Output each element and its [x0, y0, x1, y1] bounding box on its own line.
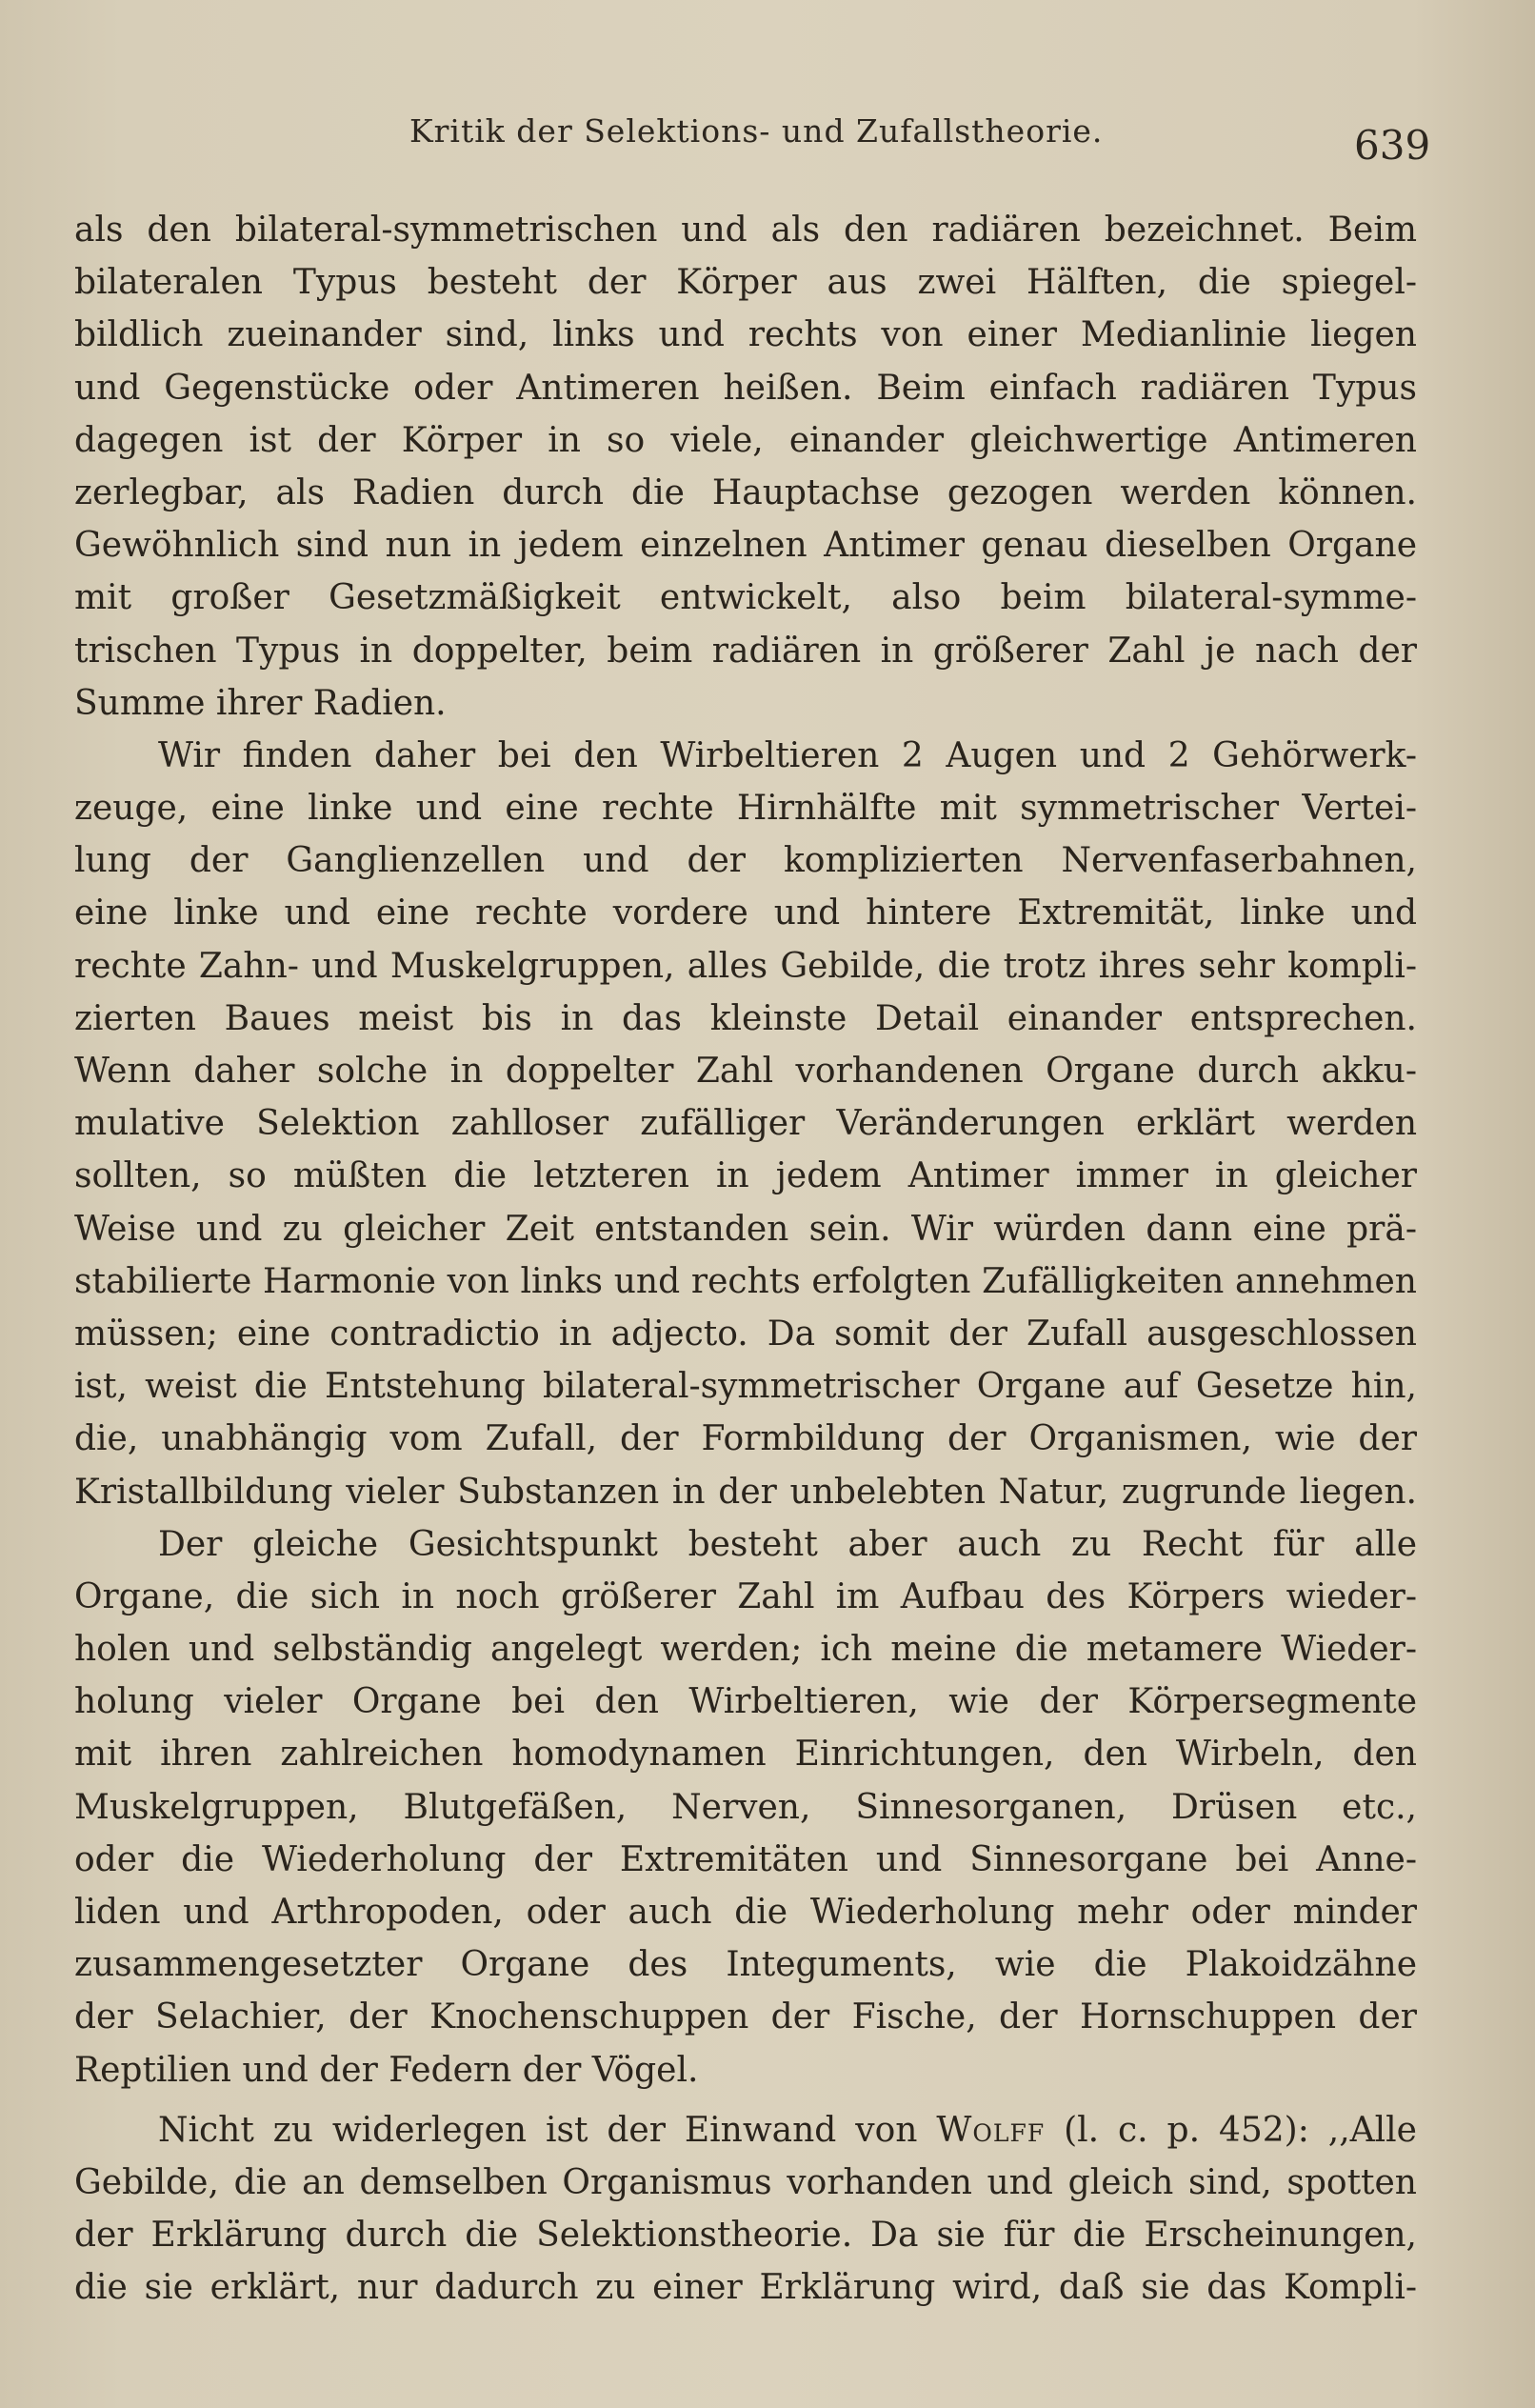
text-line: Summe ihrer Radien.: [74, 683, 447, 723]
text-line: liden und Arthropoden, oder auch die Wiederholung mehr oder minder: [74, 1893, 1417, 1932]
text-line: mit ihren zahlreichen homodynamen Einrichtungen, den Wirbeln, den: [74, 1735, 1417, 1775]
text-line: mulative Selektion zahlloser zufälliger Veränderungen erklärt werden: [74, 1104, 1417, 1144]
text-line: sollten, so müßten die letzteren in jedem Antimer immer in gleicher: [74, 1156, 1417, 1196]
paragraph-3: [74, 1518, 1417, 2097]
text-line: die, unabhängig vom Zufall, der Formbildung der Organismen, wie der: [74, 1419, 1417, 1459]
text-line: eine linke und eine rechte vordere und hintere Extremität, linke und: [74, 893, 1417, 933]
page-number: 639: [1354, 122, 1431, 169]
text-line: Reptilien und der Federn der Vögel.: [74, 2050, 699, 2090]
text-line: ist, weist die Entstehung bilateral-symmetrischer Organe auf Gesetze hin,: [74, 1367, 1417, 1407]
text-line: Gebilde, die an demselben Organismus vorhanden und gleich sind, spotten: [74, 2162, 1417, 2202]
text-line: die sie erklärt, nur dadurch zu einer Erklärung wird, daß sie das Kompli-: [74, 2268, 1417, 2308]
text-line: Wir finden daher bei den Wirbeltieren 2 Augen und 2 Gehörwerk-: [158, 735, 1417, 775]
text-line: zusammengesetzter Organe des Integuments, wie die Plakoidzähne: [74, 1945, 1417, 1985]
text-line: bilateralen Typus besteht der Körper aus zwei Hälften, die spiegel-: [74, 263, 1417, 303]
text-line: holen und selbständig angelegt werden; ich meine die metamere Wieder-: [74, 1630, 1417, 1670]
text-line: der Erklärung durch die Selektionstheorie. Da sie für die Erscheinungen,: [74, 2216, 1417, 2256]
text-line: rechte Zahn- und Muskelgruppen, alles Gebilde, die trotz ihres sehr kompli-: [74, 946, 1417, 986]
text-line: zierten Baues meist bis in das kleinste Detail einander entsprechen.: [74, 998, 1417, 1038]
text-line: mit großer Gesetzmäßigkeit entwickelt, also beim bilateral-symme-: [74, 578, 1417, 618]
text-line: und Gegenstücke oder Antimeren heißen. Beim einfach radiären Typus: [74, 368, 1417, 408]
text-segment: (l. c. p. 452): ,,Alle: [1064, 2110, 1417, 2150]
text-line: Gewöhnlich sind nun in jedem einzelnen Antimer genau dieselben Organe: [74, 526, 1417, 566]
text-line: Organe, die sich in noch größerer Zahl im Aufbau des Körpers wieder-: [74, 1576, 1417, 1616]
text-line: zeuge, eine linke und eine rechte Hirnhälfte mit symmetrischer Vertei-: [74, 789, 1417, 829]
text-line: Der gleiche Gesichtspunkt besteht aber auch zu Recht für alle: [158, 1524, 1417, 1564]
text-line: der Selachier, der Knochenschuppen der Fische, der Hornschuppen der: [74, 1997, 1417, 2037]
text-line: lung der Ganglienzellen und der komplizierten Nervenfaserbahnen,: [74, 841, 1417, 881]
text-line: müssen; eine contradictio in adjecto. Da somit der Zufall ausgeschlossen: [74, 1314, 1417, 1354]
text-line: Weise und zu gleicher Zeit entstanden sein. Wir würden dann eine prä-: [74, 1209, 1417, 1249]
text-line: zerlegbar, als Radien durch die Hauptachse gezogen werden können.: [74, 472, 1417, 512]
text-line: Muskelgruppen, Blutgefäßen, Nerven, Sinnesorganen, Drüsen etc.,: [74, 1787, 1417, 1827]
running-head: Kritik der Selektions- und Zufallstheorie.: [409, 112, 1104, 150]
paragraph-4: [74, 2104, 1417, 2315]
text-line: Wenn daher solche in doppelter Zahl vorhandenen Organe durch akku-: [74, 1052, 1417, 1091]
text-line: dagegen ist der Körper in so viele, einander gleichwertige Antimeren: [74, 420, 1417, 460]
text-line: holung vieler Organe bei den Wirbeltieren, wie der Körpersegmente: [74, 1682, 1417, 1722]
text-line: stabilierte Harmonie von links und rechts erfolgten Zufälligkeiten annehmen: [74, 1261, 1417, 1301]
text-line: Kristallbildung vieler Substanzen in der unbelebten Natur, zugrunde liegen.: [74, 1472, 1417, 1512]
text-line: trischen Typus in doppelter, beim radiären in größerer Zahl je nach der: [74, 631, 1417, 671]
paragraph-2: [74, 730, 1417, 1518]
body-text: [74, 204, 1417, 2315]
text-line: [74, 2104, 1417, 2157]
text-line: bildlich zueinander sind, links und rechts von einer Medianlinie liegen: [74, 315, 1417, 355]
author-name: Wolff: [936, 2110, 1046, 2150]
text-line: oder die Wiederholung der Extremitäten und Sinnesorgane bei Anne-: [74, 1839, 1417, 1879]
paragraph-1: [74, 204, 1417, 730]
text-segment: Nicht zu widerlegen ist der Einwand von: [158, 2110, 918, 2150]
text-line: als den bilateral-symmetrischen und als den radiären bezeichnet. Beim: [74, 211, 1417, 250]
